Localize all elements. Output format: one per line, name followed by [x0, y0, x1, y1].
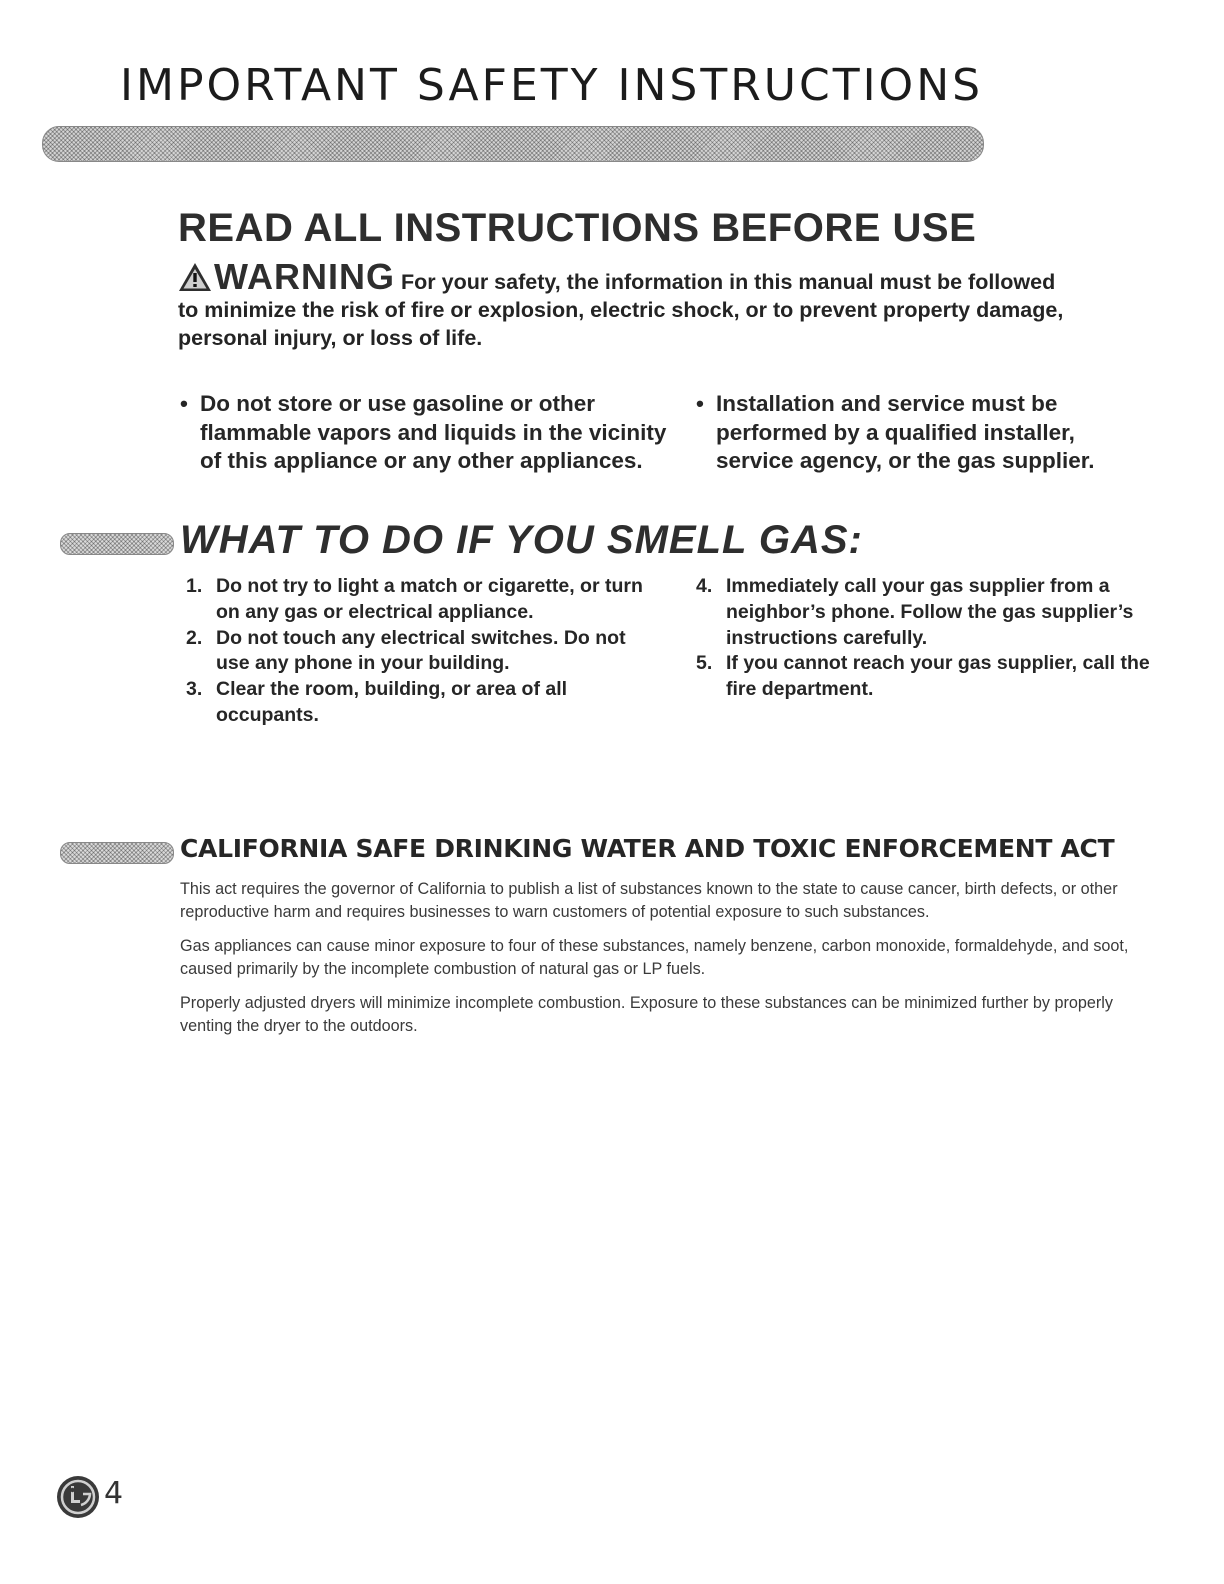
section-marker-pill	[60, 533, 174, 555]
step-text: If you cannot reach your gas supplier, call the fire department.	[726, 652, 1150, 701]
gas-step	[186, 626, 656, 678]
step-number: 4.	[696, 575, 713, 597]
warning-label: WARNING	[214, 256, 395, 297]
gas-step	[696, 651, 1156, 703]
gas-steps-left	[186, 574, 656, 729]
warning-block	[178, 256, 1078, 352]
lg-logo-icon	[56, 1475, 100, 1519]
section-marker-pill	[60, 842, 174, 864]
title-underline-bar	[42, 126, 984, 162]
california-section-heading: CALIFORNIA SAFE DRINKING WATER AND TOXIC ENFORCEMENT ACT	[180, 834, 1115, 863]
step-number: 2.	[186, 626, 203, 649]
step-number: 3.	[186, 678, 203, 701]
paragraph: This act requires the governor of California to publish a list of substances known to the state to cause cancer, birth defects, or other reproductive harm and requires businesses to warn customers of potential exposure to such substances.	[180, 880, 1118, 921]
step-text: Immediately call your gas supplier from a neighbor’s phone. Follow the gas supplier’s instructions carefully.	[726, 575, 1134, 649]
page-title: IMPORTANT SAFETY INSTRUCTIONS	[120, 60, 984, 111]
california-section-body	[180, 878, 1155, 1049]
step-number: 5.	[696, 652, 713, 675]
bullet-text: Installation and service must be performed by a qualified installer, service agency, or the gas supplier.	[716, 391, 1095, 473]
page-number: 4	[104, 1476, 124, 1511]
bullet-marker: •	[696, 391, 704, 416]
step-number: 1.	[186, 575, 203, 597]
warning-triangle-icon	[178, 262, 212, 292]
gas-step	[186, 677, 656, 729]
paragraph: Properly adjusted dryers will minimize incomplete combustion. Exposure to these substances can be minimized further by properly venting the dryer to the outdoors.	[180, 994, 1114, 1035]
warning-text: For your safety, the information in this manual must be followed to minimize the risk of fire or explosion, electric shock, or to prevent property damage, personal injury, or loss of life.	[178, 270, 1064, 350]
bullet-text: Do not store or use gasoline or other flammable vapors and liquids in the vicinity of this appliance or any other appliances.	[200, 391, 667, 473]
gas-section-heading: WHAT TO DO IF YOU SMELL GAS:	[180, 518, 863, 562]
gas-step	[696, 574, 1156, 651]
step-text: Do not touch any electrical switches. Do not use any phone in your building.	[216, 626, 626, 675]
step-text: Do not try to light a match or cigarette, or turn on any gas or electrical appliance.	[216, 575, 643, 623]
paragraph: Gas appliances can cause minor exposure to four of these substances, namely benzene, carbon monoxide, formaldehyde, and soot, caused primarily by the incomplete combustion of natural gas or LP fuels.	[180, 937, 1129, 978]
gas-steps-right	[696, 574, 1156, 703]
gas-step	[186, 574, 656, 626]
step-text: Clear the room, building, or area of all occupants.	[216, 678, 568, 726]
bullet-item	[180, 390, 670, 476]
bullet-item	[696, 390, 1156, 476]
bullet-marker: •	[180, 391, 188, 416]
read-all-heading: READ ALL INSTRUCTIONS BEFORE USE	[178, 206, 977, 250]
